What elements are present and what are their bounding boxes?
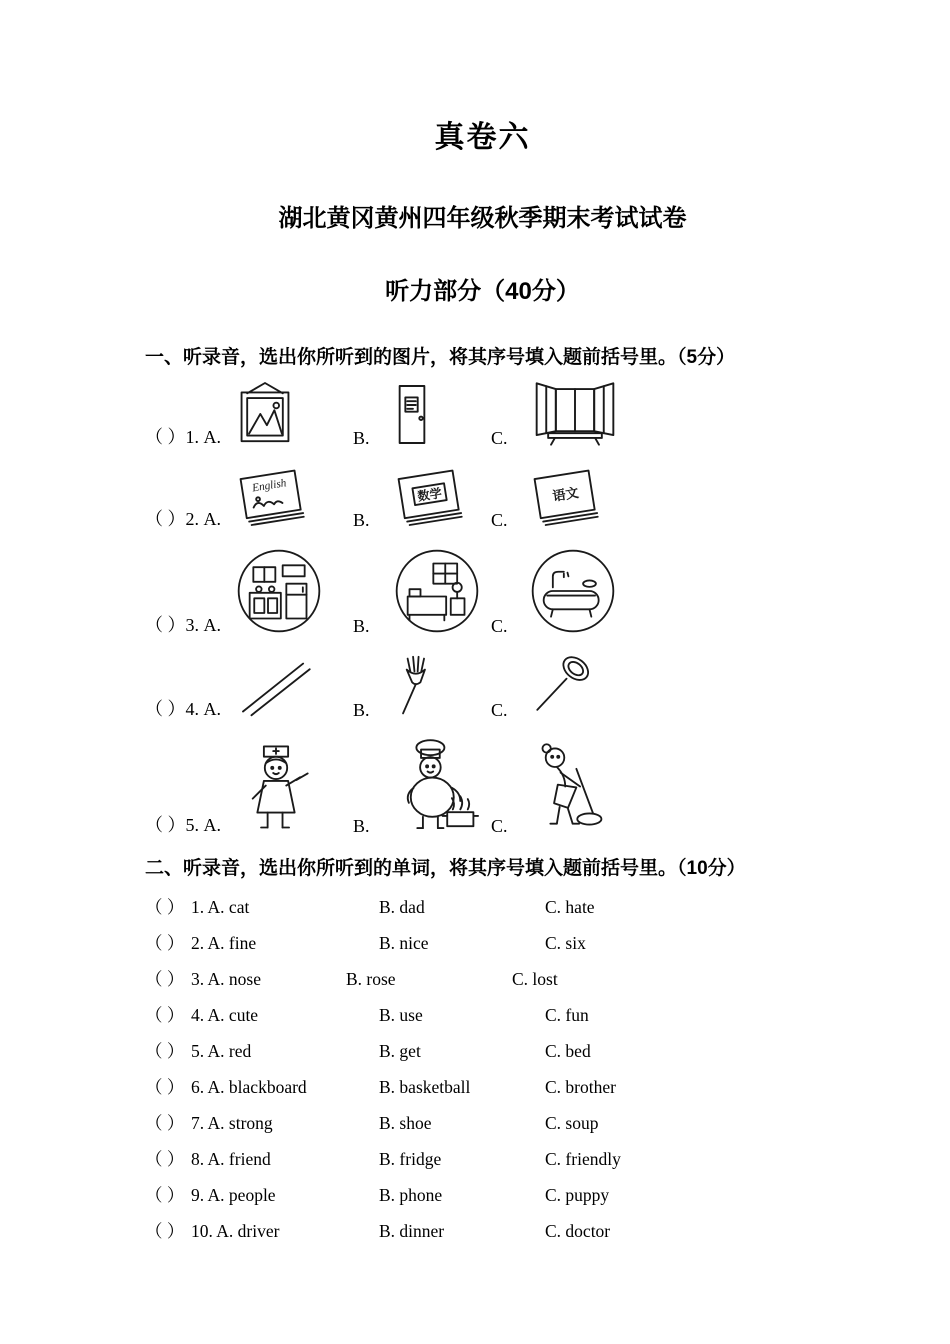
option-c: C. brother [545, 1077, 616, 1097]
option-c: C. bed [545, 1041, 591, 1061]
option-a-label: 3. A. [185, 615, 221, 635]
part1-instruction: 一、听录音，选出你所听到的图片，将其序号填入题前括号里。（5分） [145, 347, 736, 368]
answer-bracket: （ ） [145, 1005, 185, 1025]
answer-bracket: （ ） [145, 897, 185, 917]
option-b: B. get [379, 1041, 421, 1061]
option-b: B. dad [379, 897, 425, 917]
option-c-label: C. [491, 510, 508, 530]
answer-bracket: （ ） [145, 1041, 185, 1061]
chinese-book-icon [529, 465, 603, 529]
picture-question-row-5 [145, 737, 820, 837]
option-a: 4. A. cute [191, 1005, 259, 1025]
picture-question-row-1 [145, 379, 820, 449]
option-a-label: 5. A. [185, 815, 221, 835]
option-b: B. use [379, 1005, 423, 1025]
option-c: C. fun [545, 1005, 589, 1025]
option-c: C. friendly [545, 1149, 621, 1169]
option-c: C. soup [545, 1113, 599, 1133]
chinese-book-label: 语文 [551, 484, 580, 504]
chopsticks-icon [235, 657, 313, 719]
door-icon [393, 382, 431, 447]
word-question-row-10 [145, 1218, 820, 1254]
option-b-label: B. [353, 816, 370, 836]
option-a: 2. A. fine [191, 933, 257, 953]
option-a: 9. A. people [191, 1185, 276, 1205]
option-a: 3. A. nose [191, 969, 261, 989]
option-c: C. hate [545, 897, 595, 917]
part2-instruction: 二、听录音，选出你所听到的单词，将其序号填入题前括号里。（10分） [145, 858, 746, 879]
option-b-label: B. [353, 616, 370, 636]
option-b: B. fridge [379, 1149, 442, 1169]
bathroom-scene-icon [529, 547, 617, 635]
picture-question-row-3 [145, 547, 820, 637]
option-b: B. phone [379, 1185, 443, 1205]
word-question-row-2 [145, 930, 820, 966]
option-a-label: 1. A. [185, 427, 221, 447]
answer-bracket: （ ） [145, 509, 186, 529]
option-b: B. shoe [379, 1113, 432, 1133]
answer-bracket: （ ） [145, 1221, 185, 1241]
exam-subtitle: 湖北黄冈黄州四年级秋季期末考试试卷 [278, 205, 687, 232]
word-question-row-4 [145, 1002, 820, 1038]
option-b-label: B. [353, 510, 370, 530]
option-a-label: 2. A. [185, 509, 221, 529]
option-b: B. basketball [379, 1077, 471, 1097]
option-a: 8. A. friend [191, 1149, 271, 1169]
answer-bracket: （ ） [145, 1077, 185, 1097]
bedroom-scene-icon [393, 547, 481, 635]
option-c: C. lost [512, 969, 558, 989]
cleaner-icon [529, 738, 607, 835]
picture-frame-icon [235, 379, 295, 447]
word-question-row-7 [145, 1110, 820, 1146]
option-c: C. doctor [545, 1221, 611, 1241]
kitchen-scene-icon [235, 547, 323, 635]
option-c-label: C. [491, 428, 508, 448]
option-b-label: B. [353, 428, 370, 448]
open-window-icon [529, 381, 621, 447]
option-c-label: C. [491, 816, 508, 836]
option-c-label: C. [491, 616, 508, 636]
option-c: C. six [545, 933, 586, 953]
answer-bracket: （ ） [145, 815, 186, 835]
picture-question-row-2 [145, 465, 820, 531]
option-c-label: C. [491, 700, 508, 720]
answer-bracket: （ ） [145, 1149, 185, 1169]
spoon-icon [529, 653, 595, 719]
english-book-icon [235, 465, 309, 529]
word-question-row-6 [145, 1074, 820, 1110]
option-a: 10. A. driver [191, 1221, 280, 1241]
option-a: 1. A. cat [191, 897, 250, 917]
picture-question-row-4 [145, 653, 820, 721]
answer-bracket: （ ） [145, 933, 185, 953]
nurse-icon [235, 738, 317, 835]
answer-bracket: （ ） [145, 699, 186, 719]
answer-bracket: （ ） [145, 1185, 185, 1205]
math-book-label: 数学 [416, 486, 443, 504]
option-a: 5. A. red [191, 1041, 252, 1061]
answer-bracket: （ ） [145, 427, 186, 447]
english-book-label: English [251, 477, 288, 495]
word-question-row-9 [145, 1182, 820, 1218]
page-title: 真卷六 [434, 121, 531, 154]
listening-section-heading: 听力部分（40分） [385, 278, 580, 305]
option-b: B. dinner [379, 1221, 445, 1241]
option-c: C. puppy [545, 1185, 610, 1205]
option-b: B. nice [379, 933, 429, 953]
answer-bracket: （ ） [145, 969, 185, 989]
answer-bracket: （ ） [145, 1113, 185, 1133]
option-a: 6. A. blackboard [191, 1077, 307, 1097]
option-b-label: B. [353, 700, 370, 720]
answer-bracket: （ ） [145, 615, 186, 635]
cook-icon [393, 737, 479, 835]
word-question-row-3 [145, 966, 820, 1002]
fork-icon [393, 653, 435, 719]
word-question-row-1 [145, 894, 820, 930]
word-question-row-8 [145, 1146, 820, 1182]
word-question-row-5 [145, 1038, 820, 1074]
option-b: B. rose [346, 969, 396, 989]
option-a: 7. A. strong [191, 1113, 273, 1133]
option-a-label: 4. A. [185, 699, 221, 719]
math-book-icon [393, 465, 467, 529]
